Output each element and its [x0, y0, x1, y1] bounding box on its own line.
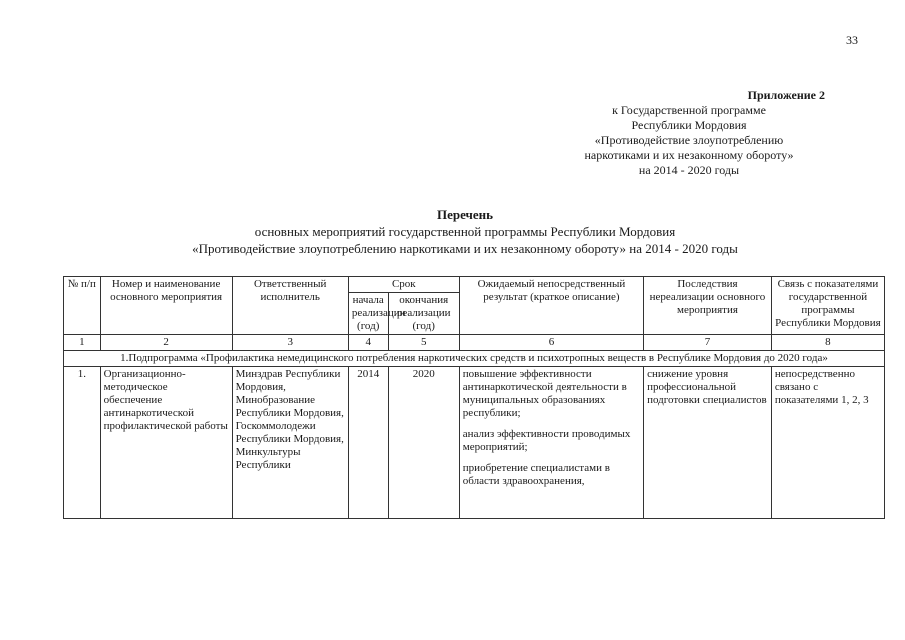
title-line-1: основных мероприятий государственной программы Республики Мордовия: [254, 224, 676, 239]
row-executor: Минздрав Республики Мордовия, Минобразование Республики Мордовия, Госкоммолодежи Республики Мордовия, Минкультуры Республики: [232, 367, 348, 519]
subprogram-row: [64, 351, 885, 367]
header-end: окончания реализации (год): [388, 293, 459, 335]
header-start: начала реализации (год): [348, 293, 388, 335]
column-number-row: [64, 335, 885, 351]
header-term: Срок: [348, 277, 459, 293]
header-num: № п/п: [64, 277, 101, 335]
result-item: приобретение специалистами в области здравоохранения,: [462, 462, 610, 487]
header-consequences: Последствия нереализации основного мероприятия: [644, 277, 772, 335]
appendix-line: на 2014 - 2020 годы: [638, 163, 740, 177]
title-main: Перечень: [436, 207, 494, 222]
title-line-2: «Противодействие злоупотреблению наркотиками и их незаконному обороту» на 2014 - 2020 годы: [192, 241, 738, 256]
row-end: 2020: [388, 367, 459, 519]
column-number: 8: [771, 335, 884, 351]
column-number: 5: [388, 335, 459, 351]
measures-table: [63, 276, 885, 519]
appendix-line: к Государственной программе: [612, 103, 766, 117]
appendix-line: Республики Мордовия: [631, 118, 747, 132]
header-link: Связь с показателями государственной программы Республики Мордовия: [771, 277, 884, 335]
appendix-line: наркотиками и их незаконному обороту»: [584, 148, 794, 162]
subprogram-title: 1.Подпрограмма «Профилактика немедицинского потребления наркотических средств и психотропных веществ в Республике Мордовия до 2020 года»: [64, 351, 885, 367]
header-executor: Ответственный исполнитель: [232, 277, 348, 335]
page-number: 33: [846, 33, 858, 47]
header-result: Ожидаемый непосредственный результат (краткое описание): [459, 277, 643, 335]
column-number: 1: [64, 335, 101, 351]
result-item: анализ эффективности проводимых мероприятий;: [462, 428, 631, 453]
appendix-line: «Противодействие злоупотреблению: [594, 133, 784, 147]
column-number: 3: [232, 335, 348, 351]
header-name: Номер и наименование основного мероприятия: [100, 277, 232, 335]
row-consequences: снижение уровня профессиональной подготовки специалистов: [644, 367, 772, 519]
result-item: повышение эффективности антинаркотической деятельности в муниципальных образованиях республики;: [462, 368, 627, 419]
document-title: [100, 206, 830, 257]
row-results: [459, 367, 643, 519]
column-number: 6: [459, 335, 643, 351]
column-number: 2: [100, 335, 232, 351]
column-number: 4: [348, 335, 388, 351]
column-number: 7: [644, 335, 772, 351]
appendix-block: [529, 88, 849, 178]
row-num: 1.: [64, 367, 101, 519]
row-start: 2014: [348, 367, 388, 519]
appendix-heading: Приложение 2: [747, 88, 825, 102]
row-name: Организационно-методическое обеспечение антинаркотической профилактической работы: [100, 367, 232, 519]
row-link: непосредственно связано с показателями 1, 2, 3: [771, 367, 884, 519]
table-row: [64, 367, 885, 519]
